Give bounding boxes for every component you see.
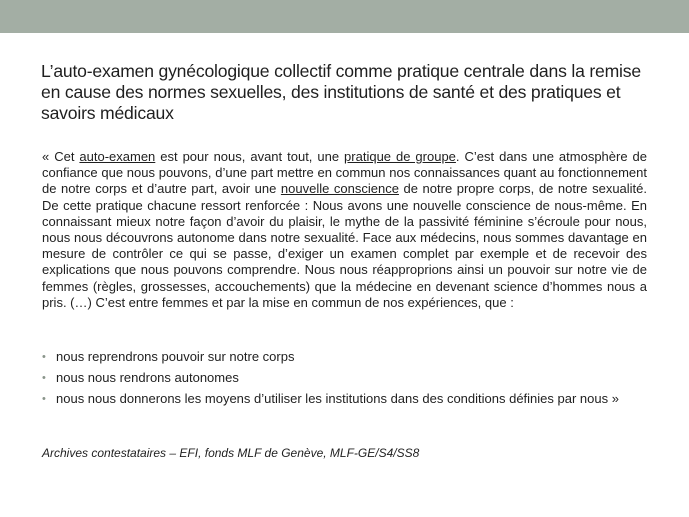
quote-paragraph (42, 149, 647, 311)
quote-underline-auto-examen: auto-examen (79, 149, 156, 164)
bullet-icon: • (42, 351, 46, 363)
bullet-list (42, 349, 647, 411)
quote-underline-nouvelle-conscience: nouvelle conscience (280, 181, 399, 197)
quote-underline-pratique-de-groupe: pratique de groupe (344, 149, 456, 164)
list-item (42, 370, 647, 386)
list-item-text: nous nous rendrons autonomes (56, 369, 239, 385)
quote-text-2: est pour nous, avant tout, une (155, 149, 345, 164)
quote-text-1: « Cet (42, 149, 80, 164)
source-citation: Archives contestataires – EFI, fonds MLF de Genève, MLF-GE/S4/SS8 (42, 446, 420, 460)
bullet-icon: • (42, 371, 46, 384)
quote-text-4: de notre propre corps, de notre sexualité. De cette pratique chacune ressort renforcée : Nous avons une nouvelle conscience de nous-même. En connaissant mieux notre façon d’avoir du plaisir, le mythe de la passivité féminine s’écroule pour nous, nous nous découvrons autonome dans notre sexualité. Face aux médecins, nous sommes davantage en mesure de contrôler ce qui se passe, d’exiger un examen complet par exemple et de recevoir des explications que nous pouvons comprendre. Nous nous réapproprions ainsi un pouvoir sur notre vie de femmes (règles, grossesses, accouchements) que la médecine en devenant science d’hommes nous a pris. (…) C’est entre femmes et par la mise en commun de nos expériences, que : (42, 181, 648, 310)
quote-text-3: . C’est dans une atmosphère de confiance que nous pouvons, d’une part mettre en commun nos connaissances quant au fonctionnement de notre corps et d’autre part, avoir une (42, 149, 647, 197)
list-item-text: nous nous donnerons les moyens d’utiliser les institutions dans des conditions définies par nous » (56, 390, 619, 406)
list-item (42, 349, 647, 365)
slide-title: L’auto-examen gynécologique collectif comme pratique centrale dans la remise en cause des normes sexuelles, des institutions de santé et des pratiques et savoirs médicaux (41, 61, 641, 123)
list-item-text: nous reprendrons pouvoir sur notre corps (56, 349, 295, 364)
slide-header-bar (0, 0, 689, 33)
list-item (42, 391, 647, 407)
bullet-icon: • (42, 392, 46, 405)
